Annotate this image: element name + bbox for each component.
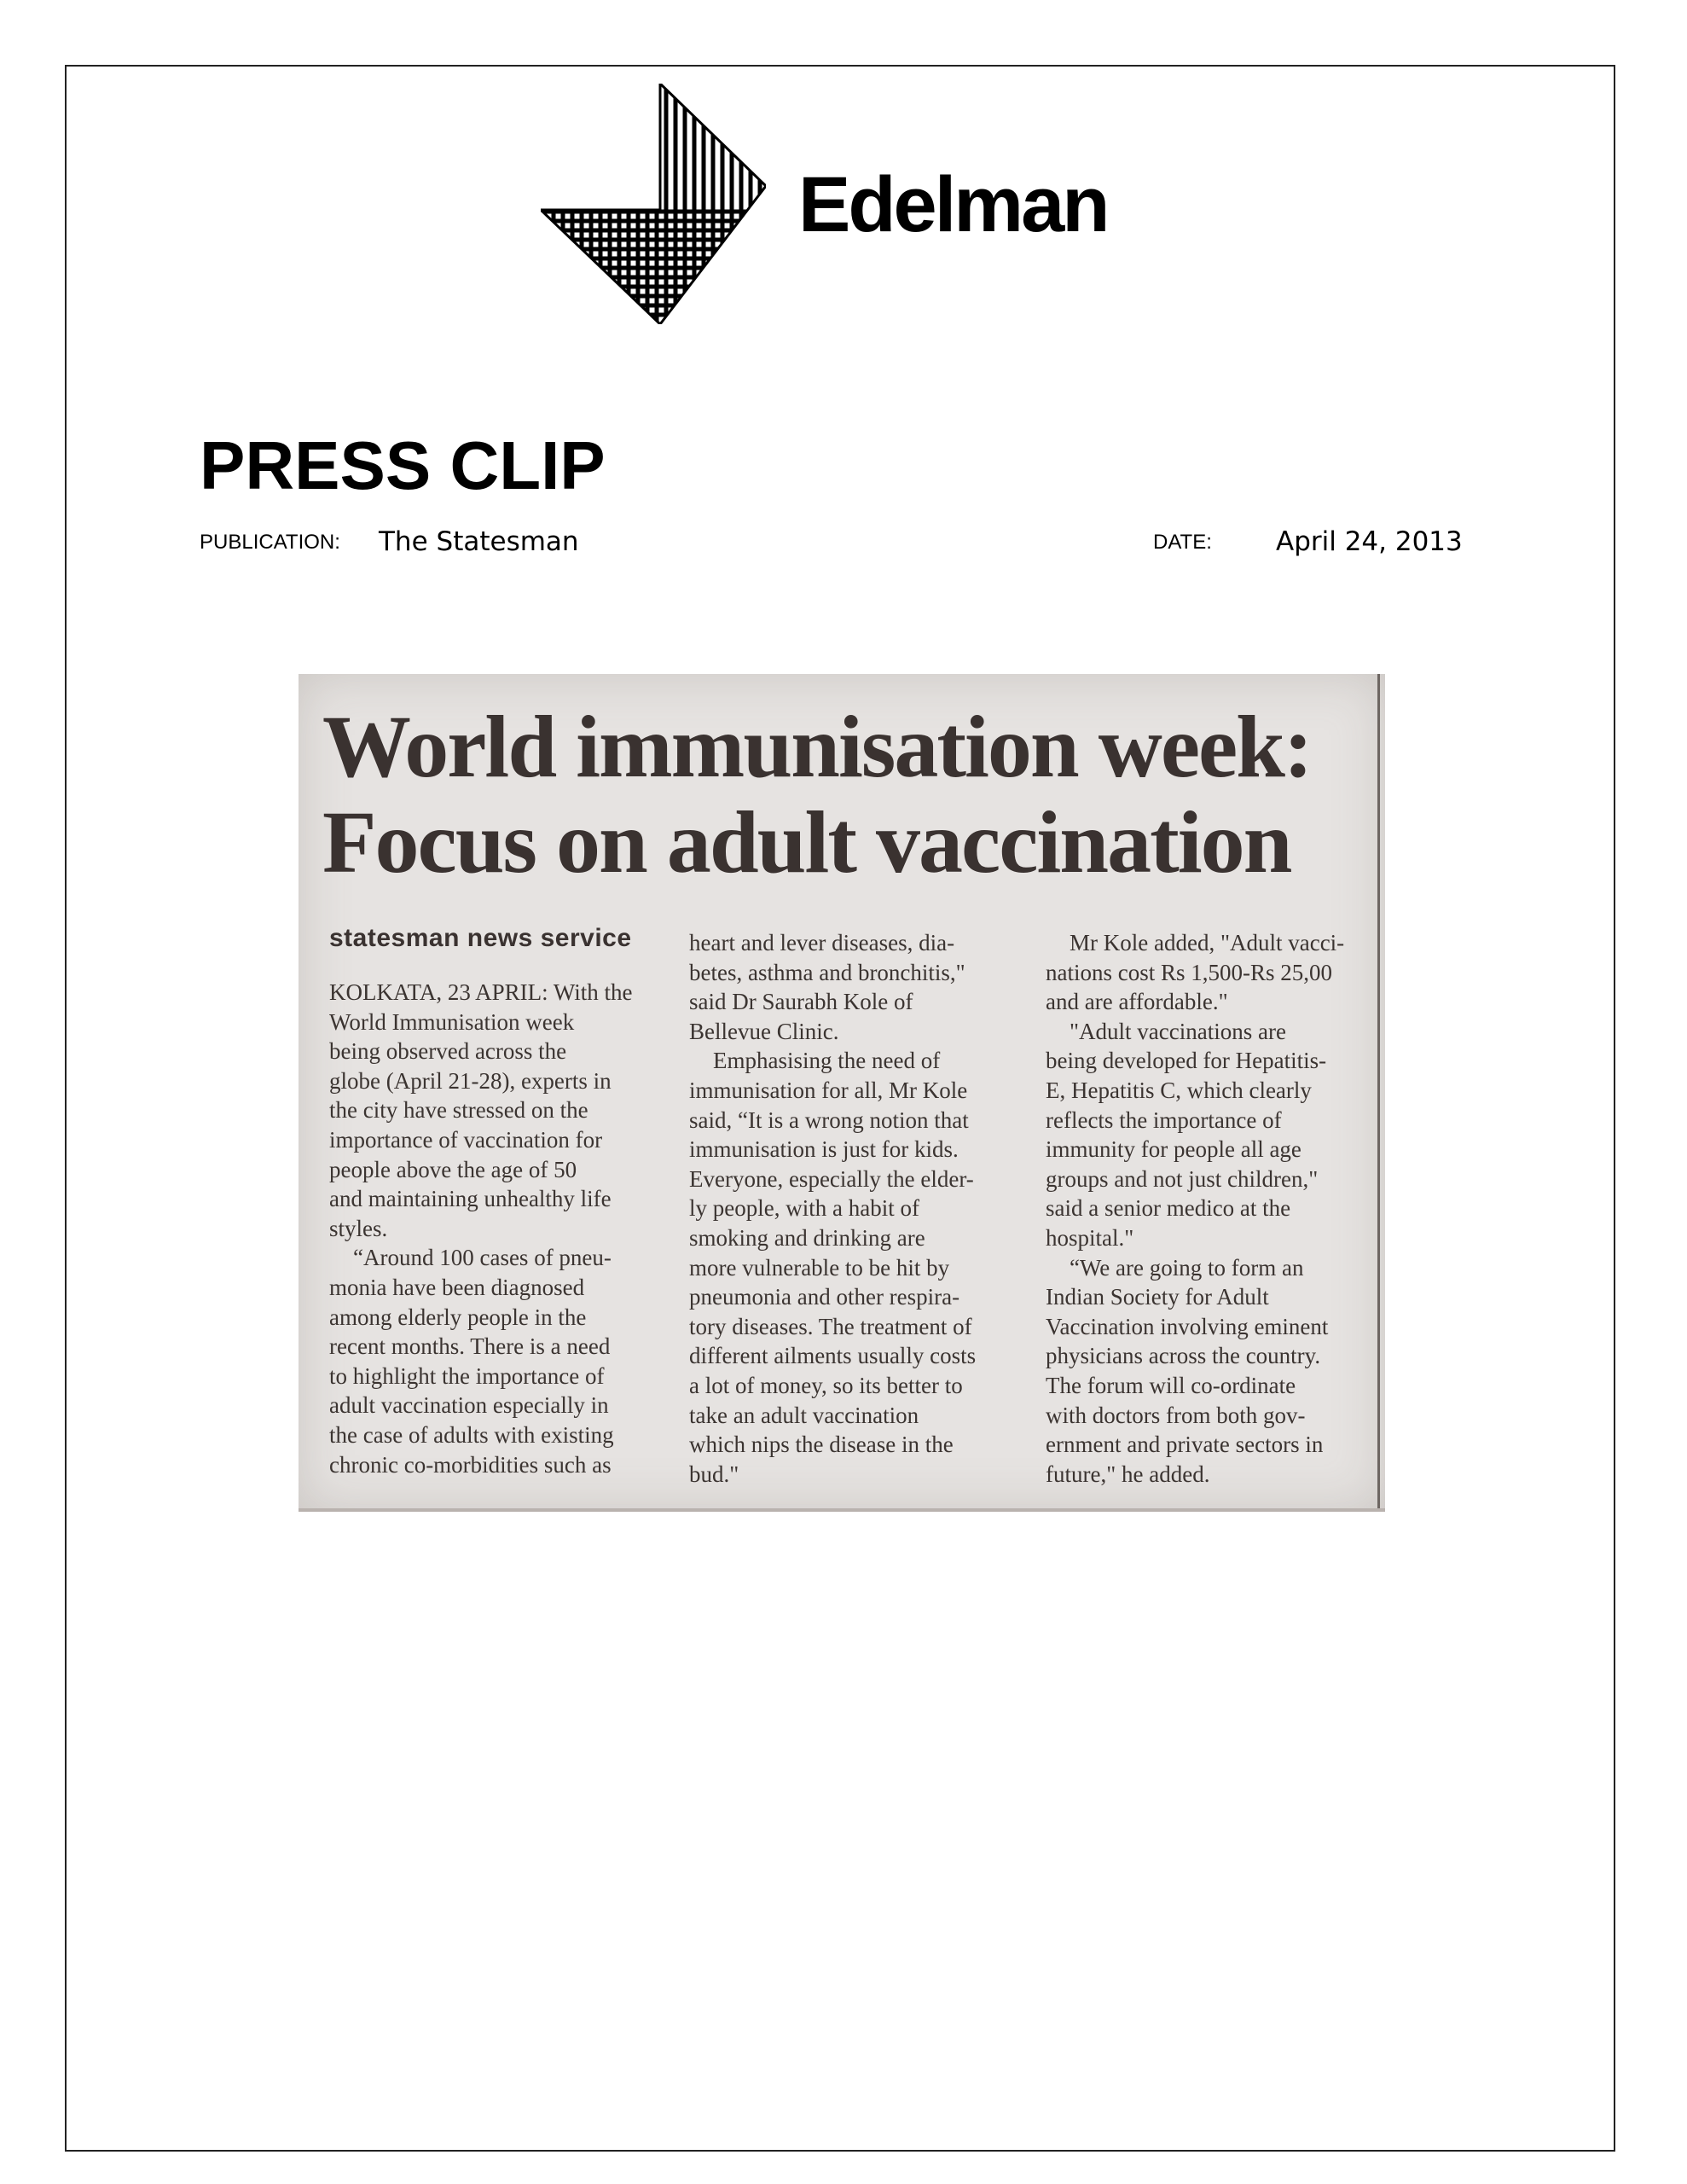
column-1-text <box>329 978 633 1479</box>
article-line: people above the age of 50 <box>329 1156 577 1182</box>
article-line: said a senior medico at the <box>1046 1195 1291 1222</box>
column-rule <box>1377 674 1380 1512</box>
article-line: being observed across the <box>329 1038 567 1065</box>
article-line: Emphasising the need of <box>713 1048 941 1074</box>
date-label: DATE: <box>1153 531 1212 554</box>
article-line: adult vaccination especially in <box>329 1392 609 1419</box>
article-line: immunisation is just for kids. <box>689 1136 959 1163</box>
article-line: chronic co-morbidities such as <box>329 1451 612 1478</box>
article-column-2 <box>689 928 976 1489</box>
article-line: bud." <box>689 1461 739 1487</box>
article-line: reflects the importance of <box>1046 1107 1282 1133</box>
logo-wordmark: Edelman <box>798 161 1108 248</box>
article-line: said Dr Saurabh Kole of <box>689 989 913 1015</box>
article-line: groups and not just children," <box>1046 1165 1319 1192</box>
column-2-text <box>689 928 976 1489</box>
article-line: more vulnerable to be hit by <box>689 1254 950 1281</box>
date-value: April 24, 2013 <box>1276 526 1463 557</box>
article-line: Everyone, especially the elder- <box>689 1165 974 1192</box>
article-line: ernment and private sectors in <box>1046 1432 1324 1458</box>
article-line: globe (April 21-28), experts in <box>329 1067 612 1094</box>
article-line: heart and lever diseases, dia- <box>689 930 955 956</box>
article-column-1 <box>329 925 633 1479</box>
article-line: pneumonia and other respira- <box>689 1284 960 1310</box>
article-line: “We are going to form an <box>1070 1254 1304 1281</box>
article-headline-line1: World immunisation week: <box>322 698 1312 796</box>
article-line: immunity for people all age <box>1046 1136 1301 1163</box>
article-line: among elderly people in the <box>329 1304 587 1330</box>
edelman-logo-icon <box>541 84 766 324</box>
article-line: to highlight the importance of <box>329 1362 605 1389</box>
article-line: physicians across the country. <box>1046 1343 1321 1369</box>
article-column-3 <box>1046 928 1344 1489</box>
article-line: take an adult vaccination <box>689 1402 919 1428</box>
publication-value: The Statesman <box>379 526 579 557</box>
article-line: "Adult vaccinations are <box>1070 1018 1286 1044</box>
article-line: The forum will co-ordinate <box>1046 1372 1296 1398</box>
article-line: the city have stressed on the <box>329 1097 588 1124</box>
article-line: tory diseases. The treatment of <box>689 1313 972 1339</box>
column-3-text <box>1046 928 1344 1489</box>
article-line: nations cost Rs 1,500-Rs 25,00 <box>1046 959 1333 985</box>
article-line: the case of adults with existing <box>329 1421 614 1448</box>
article-line: recent months. There is a need <box>329 1333 611 1360</box>
article-line: betes, asthma and bronchitis," <box>689 959 965 985</box>
article-line: immunisation for all, Mr Kole <box>689 1077 968 1103</box>
article-line: E, Hepatitis C, which clearly <box>1046 1077 1312 1103</box>
publication-label: PUBLICATION: <box>200 531 340 554</box>
article-line: a lot of money, so its better to <box>689 1372 963 1398</box>
article-line: smoking and drinking are <box>689 1224 925 1251</box>
article-byline: statesman news service <box>329 924 632 952</box>
article-line: future," he added. <box>1046 1461 1210 1487</box>
article-line: being developed for Hepatitis- <box>1046 1048 1327 1074</box>
article-line: Indian Society for Adult <box>1046 1284 1269 1310</box>
article-line: importance of vaccination for <box>329 1126 603 1153</box>
article-line: hospital." <box>1046 1224 1134 1251</box>
article-line: Mr Kole added, "Adult vacci- <box>1070 930 1345 956</box>
article-line: and maintaining unhealthy life <box>329 1186 612 1212</box>
article-line: which nips the disease in the <box>689 1432 954 1458</box>
article-line: KOLKATA, 23 APRIL: With the <box>329 979 633 1005</box>
article-headline-line2: Focus on adult vaccination <box>322 793 1291 892</box>
article-line: different ailments usually costs <box>689 1343 977 1369</box>
article-line: Bellevue Clinic. <box>689 1018 839 1044</box>
article-line: and are affordable." <box>1046 989 1228 1015</box>
article-line: World Immunisation week <box>329 1008 575 1035</box>
article-line: Vaccination involving eminent <box>1046 1313 1329 1339</box>
page-title: PRESS CLIP <box>200 427 606 503</box>
article-line: styles. <box>329 1215 388 1241</box>
article-line: ly people, with a habit of <box>689 1195 919 1222</box>
article-line: monia have been diagnosed <box>329 1274 585 1300</box>
newspaper-clipping <box>299 674 1385 1512</box>
article-line: said, “It is a wrong notion that <box>689 1107 969 1133</box>
article-line: “Around 100 cases of pneu- <box>353 1245 612 1271</box>
clip-bottom-edge <box>299 1508 1385 1512</box>
article-line: with doctors from both gov- <box>1046 1402 1306 1428</box>
